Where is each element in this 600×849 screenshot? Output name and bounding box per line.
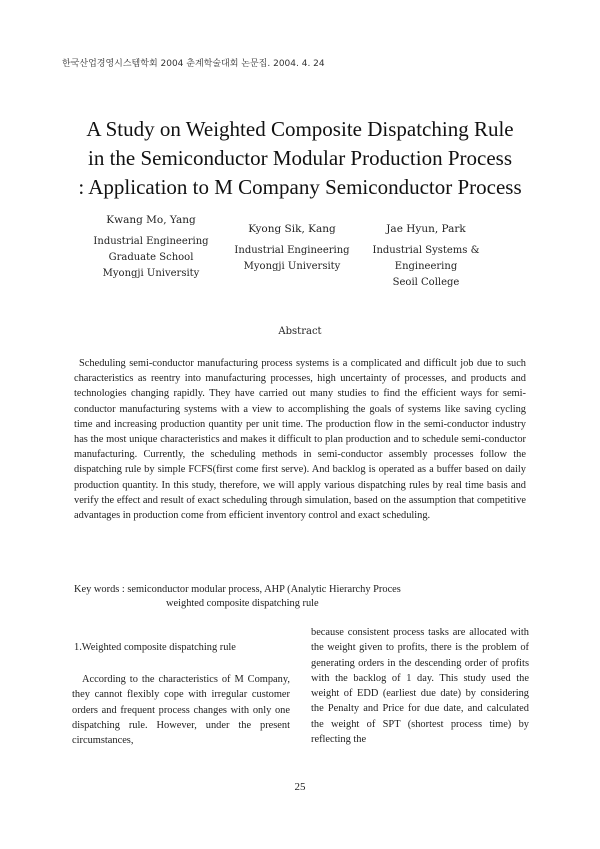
- page-number: 25: [294, 781, 306, 793]
- author-affiliation: Industrial Systems & Engineering: [372, 245, 480, 272]
- abstract-heading: Abstract: [278, 326, 322, 337]
- author-affiliation: Industrial Engineering: [234, 245, 350, 256]
- author-block-2: [228, 221, 356, 275]
- section-heading: 1.Weighted composite dispatching rule: [74, 642, 236, 653]
- abstract-body: Scheduling semi-conductor manufacturing process systems is a complicated and difficult job due to such characteristics as reentry into manufacturing processes, high uncertainty of processes, and products and technologies changing rapidly. They have carried out many studies to find the efficient ways for semi-conductor manufacturing systems with a view to accomplishing the goals of systems like saving cycling time and increasing production quantity per unit time. The production flow in the semi-conductor industry has the most unique characteristics and makes it difficult to plan production and to schedule semi-conductor manufacturing. Currently, the scheduling methods in semi-conductor assembly processes follow the dispatching rule by simple FCFS(first come first serve). And backlog is operated as a buffer based on daily production quantity. In this study, therefore, we will apply various dispatching rules by real time basis and verify the effect and result of exact scheduling through simulation, based on the assumption that competitive advantages in production come from efficient inventory control and exact scheduling.: [74, 358, 526, 522]
- left-column-text: According to the characteristics of M Company, they cannot flexibly cope with irregular customer orders and frequent process changes with only one dispatching rule. However, under the present circumstances,: [72, 674, 290, 747]
- title-line-2: in the Semiconductor Modular Production Process: [87, 146, 513, 170]
- journal-header: 한국산업경영시스템학회 2004 춘계학술대회 논문집. 2004. 4. 24: [62, 59, 325, 69]
- right-column-text: because consistent process tasks are allocated with the weight given to profits, there is the problem of generating orders in the descending order of profits with the backlog of 1 day. This study used the weight of EDD (earliest due date) by considering the Penalty and Price for due date, and calculated the weight of SPT (shortest process time) by reflecting the: [311, 627, 529, 746]
- author-name: Kwang Mo, Yang: [106, 214, 196, 226]
- keywords-line-2: weighted composite dispatching rule: [166, 598, 319, 609]
- author-affiliation: Industrial Engineering: [93, 236, 209, 247]
- author-affiliation: Myongji University: [243, 261, 341, 272]
- author-affiliation: Myongji University: [102, 268, 200, 279]
- author-name: Jae Hyun, Park: [386, 223, 466, 235]
- title-line-3: : Application to M Company Semiconductor Process: [78, 175, 522, 199]
- author-affiliation: Seoil College: [392, 277, 460, 288]
- author-affiliation: Graduate School: [108, 252, 194, 263]
- title-line-1: A Study on Weighted Composite Dispatching Rule: [86, 117, 514, 141]
- author-name: Kyong Sik, Kang: [248, 223, 336, 235]
- keywords: [74, 583, 534, 611]
- keywords-line-1: Key words : semiconductor modular process, AHP (Analytic Hierarchy Proces: [74, 584, 401, 595]
- author-block-1: [86, 212, 216, 282]
- author-block-3: [356, 221, 496, 291]
